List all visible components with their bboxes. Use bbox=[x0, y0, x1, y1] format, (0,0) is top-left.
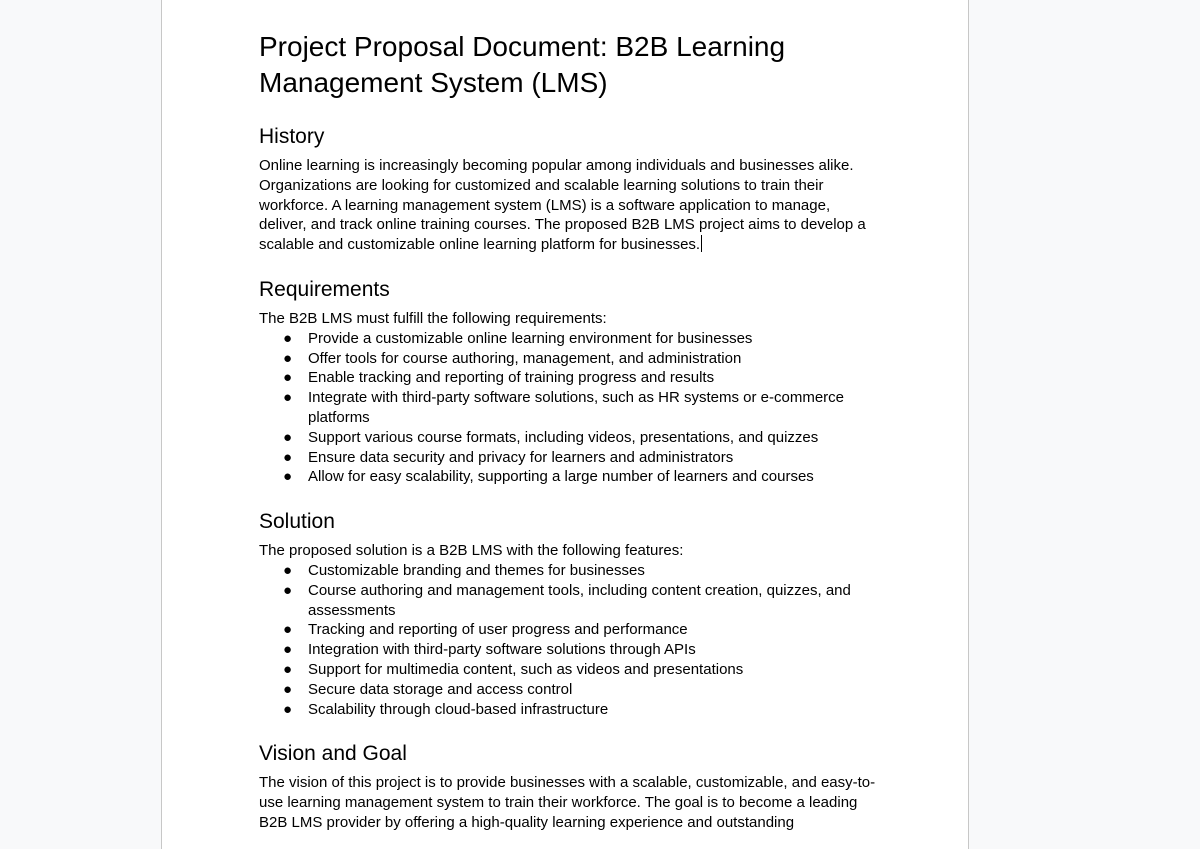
list-item[interactable] bbox=[259, 561, 879, 581]
document-page[interactable] bbox=[161, 0, 969, 849]
bullet-icon: ● bbox=[283, 660, 293, 678]
bullet-icon: ● bbox=[283, 680, 293, 698]
list-item[interactable] bbox=[259, 349, 879, 369]
list-item-text: Support for multimedia content, such as videos and presentations bbox=[308, 660, 744, 678]
list-item[interactable] bbox=[259, 448, 879, 468]
bullet-icon: ● bbox=[283, 700, 293, 718]
bullet-icon: ● bbox=[283, 349, 293, 367]
section-heading-vision-and-goal[interactable]: Vision and Goal bbox=[259, 742, 407, 766]
bullet-icon: ● bbox=[283, 428, 293, 446]
list-item-text: Support various course formats, including videos, presentations, and quizzes bbox=[308, 428, 819, 446]
bullet-icon: ● bbox=[283, 468, 293, 486]
list-item[interactable] bbox=[259, 388, 879, 428]
list-item[interactable] bbox=[259, 581, 879, 621]
bullet-icon: ● bbox=[283, 561, 293, 579]
history-paragraph[interactable] bbox=[259, 156, 879, 255]
list-item[interactable] bbox=[259, 467, 879, 487]
text-cursor bbox=[701, 235, 702, 252]
section-heading-solution[interactable]: Solution bbox=[259, 510, 335, 534]
bullet-icon: ● bbox=[283, 389, 293, 407]
list-item-text: Enable tracking and reporting of training progress and results bbox=[308, 369, 715, 387]
section-heading-history[interactable]: History bbox=[259, 125, 325, 148]
list-item-text: Scalability through cloud-based infrastructure bbox=[308, 700, 609, 718]
list-item[interactable] bbox=[259, 368, 879, 388]
list-item[interactable] bbox=[259, 620, 879, 640]
list-item-text: Tracking and reporting of user progress and performance bbox=[308, 621, 688, 639]
list-item[interactable] bbox=[259, 640, 879, 660]
section-vision-and-goal bbox=[259, 741, 879, 832]
list-item-text: Integrate with third-party software solutions, such as HR systems or e-commerce platforms bbox=[308, 389, 845, 426]
document-title[interactable]: Project Proposal Document: B2B Learning Management System (LMS) bbox=[259, 31, 786, 98]
list-item-text: Customizable branding and themes for businesses bbox=[308, 561, 645, 579]
section-history bbox=[259, 124, 879, 255]
list-item[interactable] bbox=[259, 700, 879, 720]
list-item-text: Course authoring and management tools, including content creation, quizzes, and assessments bbox=[308, 581, 851, 619]
list-item[interactable] bbox=[259, 428, 879, 448]
section-requirements bbox=[259, 277, 879, 487]
bullet-icon: ● bbox=[283, 641, 293, 659]
solution-intro[interactable]: The proposed solution is a B2B LMS with the following features: bbox=[259, 542, 684, 560]
list-item-text: Provide a customizable online learning environment for businesses bbox=[308, 329, 753, 347]
bullet-icon: ● bbox=[283, 621, 293, 639]
list-item-text: Secure data storage and access control bbox=[308, 680, 573, 698]
list-item[interactable] bbox=[259, 329, 879, 349]
requirements-list bbox=[259, 329, 879, 487]
bullet-icon: ● bbox=[283, 581, 293, 599]
list-item-text: Offer tools for course authoring, management, and administration bbox=[308, 349, 742, 367]
list-item[interactable] bbox=[259, 680, 879, 700]
list-item-text: Allow for easy scalability, supporting a large number of learners and courses bbox=[308, 468, 814, 486]
document-body[interactable] bbox=[259, 29, 879, 849]
list-item[interactable] bbox=[259, 660, 879, 680]
list-item-text: Ensure data security and privacy for learners and administrators bbox=[308, 448, 734, 466]
vision-paragraph[interactable]: The vision of this project is to provide businesses with a scalable, customizable, and easy-to-use learning management system to train their workforce. The goal is to become a leading B2B LMS provider by offering a high-quality learning experience and outstanding bbox=[259, 774, 876, 831]
bullet-icon: ● bbox=[283, 329, 293, 347]
requirements-intro[interactable]: The B2B LMS must fulfill the following requirements: bbox=[259, 309, 607, 327]
bullet-icon: ● bbox=[283, 369, 293, 387]
section-solution bbox=[259, 509, 879, 719]
solution-list bbox=[259, 561, 879, 719]
bullet-icon: ● bbox=[283, 448, 293, 466]
history-paragraph-text: Online learning is increasingly becoming popular among individuals and businesses alike. Organizations are looking for customized and scalable learning solutions to train their workforce. A learning management system (LMS) is a software application to manage, deliver, and track online training courses. The proposed B2B LMS project aims to develop a scalable and customizable online learning platform for businesses. bbox=[259, 157, 866, 254]
list-item-text: Integration with third-party software solutions through APIs bbox=[308, 641, 696, 659]
section-heading-requirements[interactable]: Requirements bbox=[259, 277, 390, 301]
